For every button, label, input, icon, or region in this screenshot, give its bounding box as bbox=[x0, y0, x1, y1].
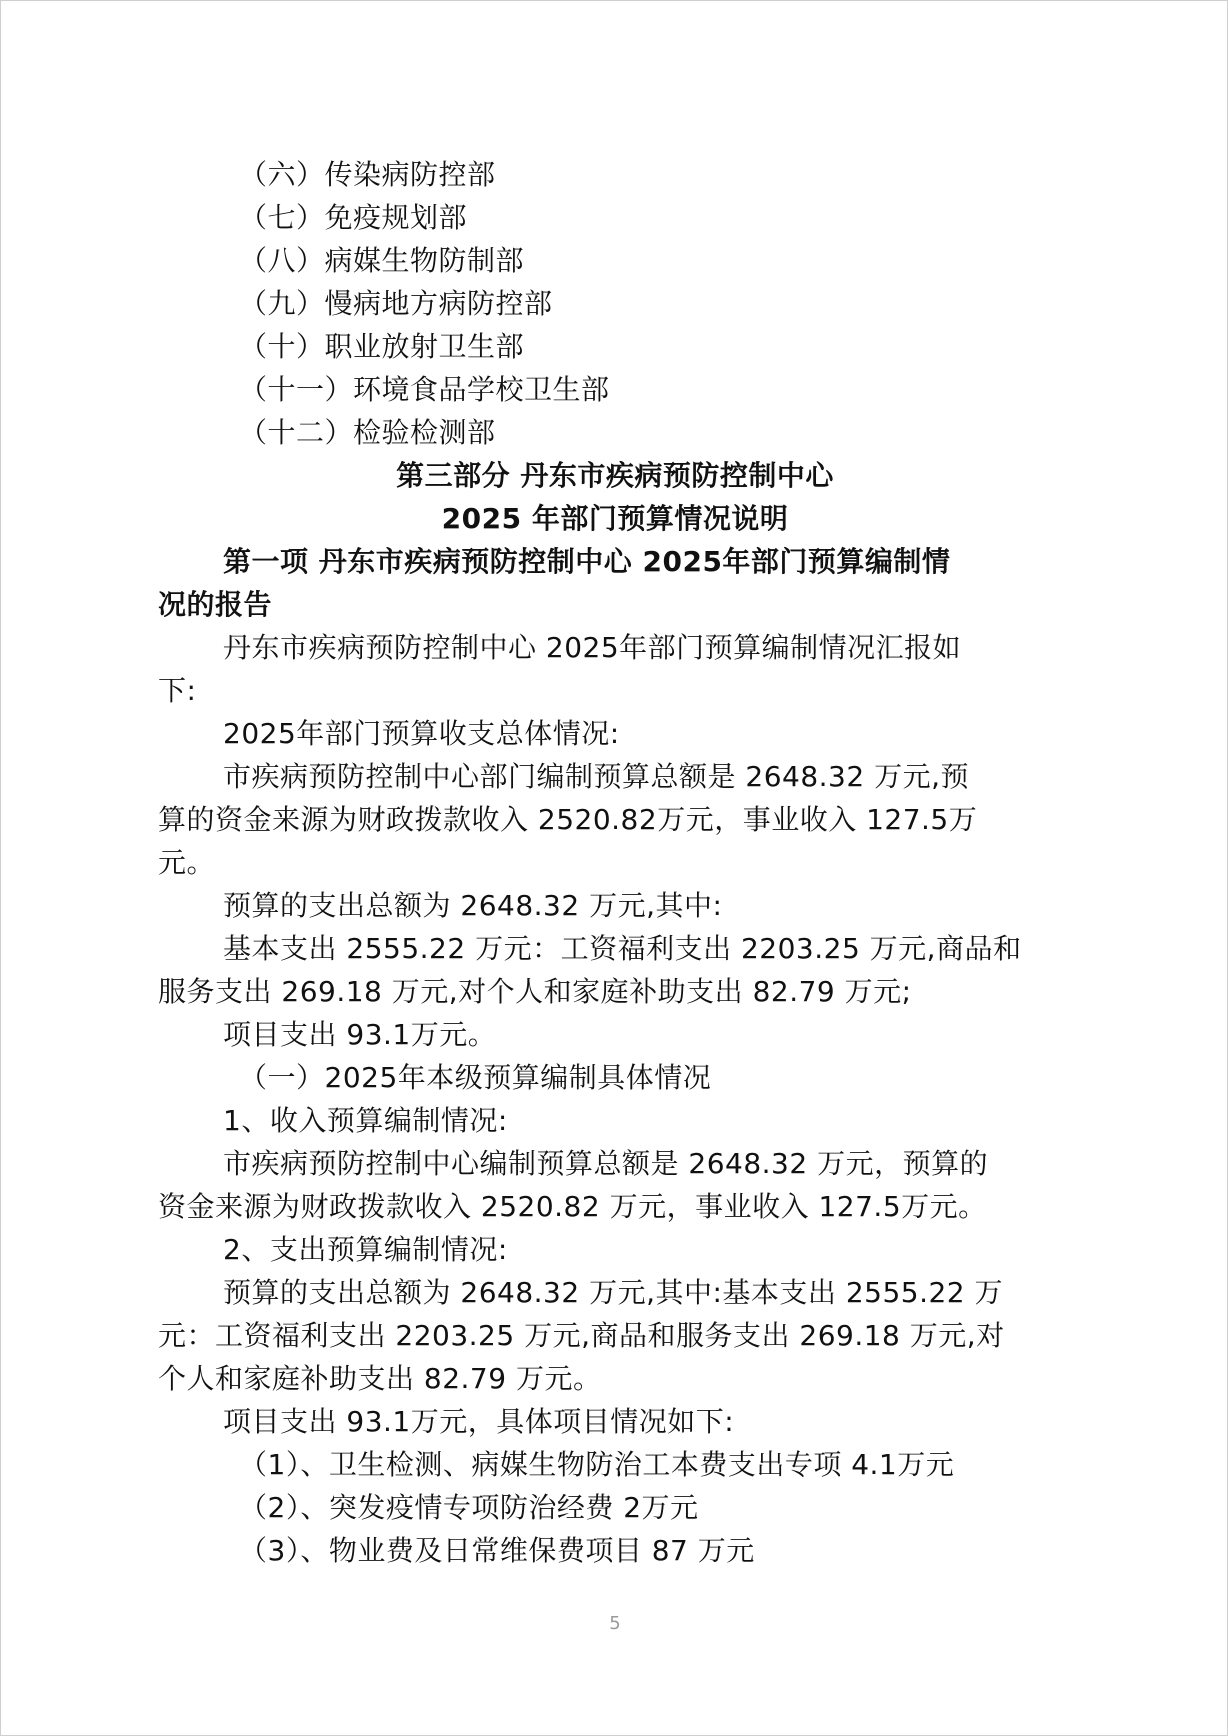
department-item: （十二）检验检测部 bbox=[239, 416, 496, 449]
income-heading: 1、收入预算编制情况: bbox=[223, 1104, 508, 1137]
level-heading: （一）2025年本级预算编制具体情况 bbox=[239, 1061, 712, 1094]
page-number: 5 bbox=[609, 1613, 621, 1634]
overall-heading: 2025年部门预算收支总体情况: bbox=[223, 717, 620, 750]
overall-paragraph-cont: 元。 bbox=[158, 846, 216, 879]
department-item: （八）病媒生物防制部 bbox=[239, 244, 525, 277]
department-item: （六）传染病防控部 bbox=[239, 158, 496, 191]
intro-paragraph-cont: 下: bbox=[158, 674, 197, 707]
department-item: （七）免疫规划部 bbox=[239, 201, 468, 234]
spend-paragraph-cont: 元：工资福利支出 2203.25 万元,商品和服务支出 269.18 万元,对 bbox=[158, 1319, 1005, 1352]
department-item: （十）职业放射卫生部 bbox=[239, 330, 525, 363]
overall-paragraph-cont: 算的资金来源为财政拨款收入 2520.82万元，事业收入 127.5万 bbox=[158, 803, 978, 836]
project-detail: 项目支出 93.1万元，具体项目情况如下: bbox=[223, 1405, 735, 1438]
project-item: （2）、突发疫情专项防治经费 2万元 bbox=[239, 1491, 699, 1524]
income-paragraph: 市疾病预防控制中心编制预算总额是 2648.32 万元，预算的 bbox=[223, 1147, 989, 1180]
project-item: （1）、卫生检测、病媒生物防治工本费支出专项 4.1万元 bbox=[239, 1448, 955, 1481]
project-item: （3）、物业费及日常维保费项目 87 万元 bbox=[239, 1534, 755, 1567]
spend-paragraph: 预算的支出总额为 2648.32 万元,其中:基本支出 2555.22 万 bbox=[223, 1276, 1004, 1309]
section-title-cont: 况的报告 bbox=[158, 588, 273, 621]
project-total: 项目支出 93.1万元。 bbox=[223, 1018, 497, 1051]
part-title: 第三部分 丹东市疾病预防控制中心 bbox=[396, 459, 834, 492]
intro-paragraph: 丹东市疾病预防控制中心 2025年部门预算编制情况汇报如 bbox=[223, 631, 962, 664]
basic-expense: 基本支出 2555.22 万元：工资福利支出 2203.25 万元,商品和 bbox=[223, 932, 1022, 965]
section-title: 第一项 丹东市疾病预防控制中心 2025年部门预算编制情 bbox=[223, 545, 951, 578]
department-item: （十一）环境食品学校卫生部 bbox=[239, 373, 610, 406]
overall-paragraph: 市疾病预防控制中心部门编制预算总额是 2648.32 万元,预 bbox=[223, 760, 969, 793]
income-paragraph-cont: 资金来源为财政拨款收入 2520.82 万元，事业收入 127.5万元。 bbox=[158, 1190, 987, 1223]
basic-expense-cont: 服务支出 269.18 万元,对个人和家庭补助支出 82.79 万元; bbox=[158, 975, 912, 1008]
department-item: （九）慢病地方病防控部 bbox=[239, 287, 553, 320]
part-subtitle: 2025 年部门预算情况说明 bbox=[441, 502, 789, 535]
expense-total: 预算的支出总额为 2648.32 万元,其中: bbox=[223, 889, 723, 922]
spend-heading: 2、支出预算编制情况: bbox=[223, 1233, 508, 1266]
spend-paragraph-cont: 个人和家庭补助支出 82.79 万元。 bbox=[158, 1362, 602, 1395]
